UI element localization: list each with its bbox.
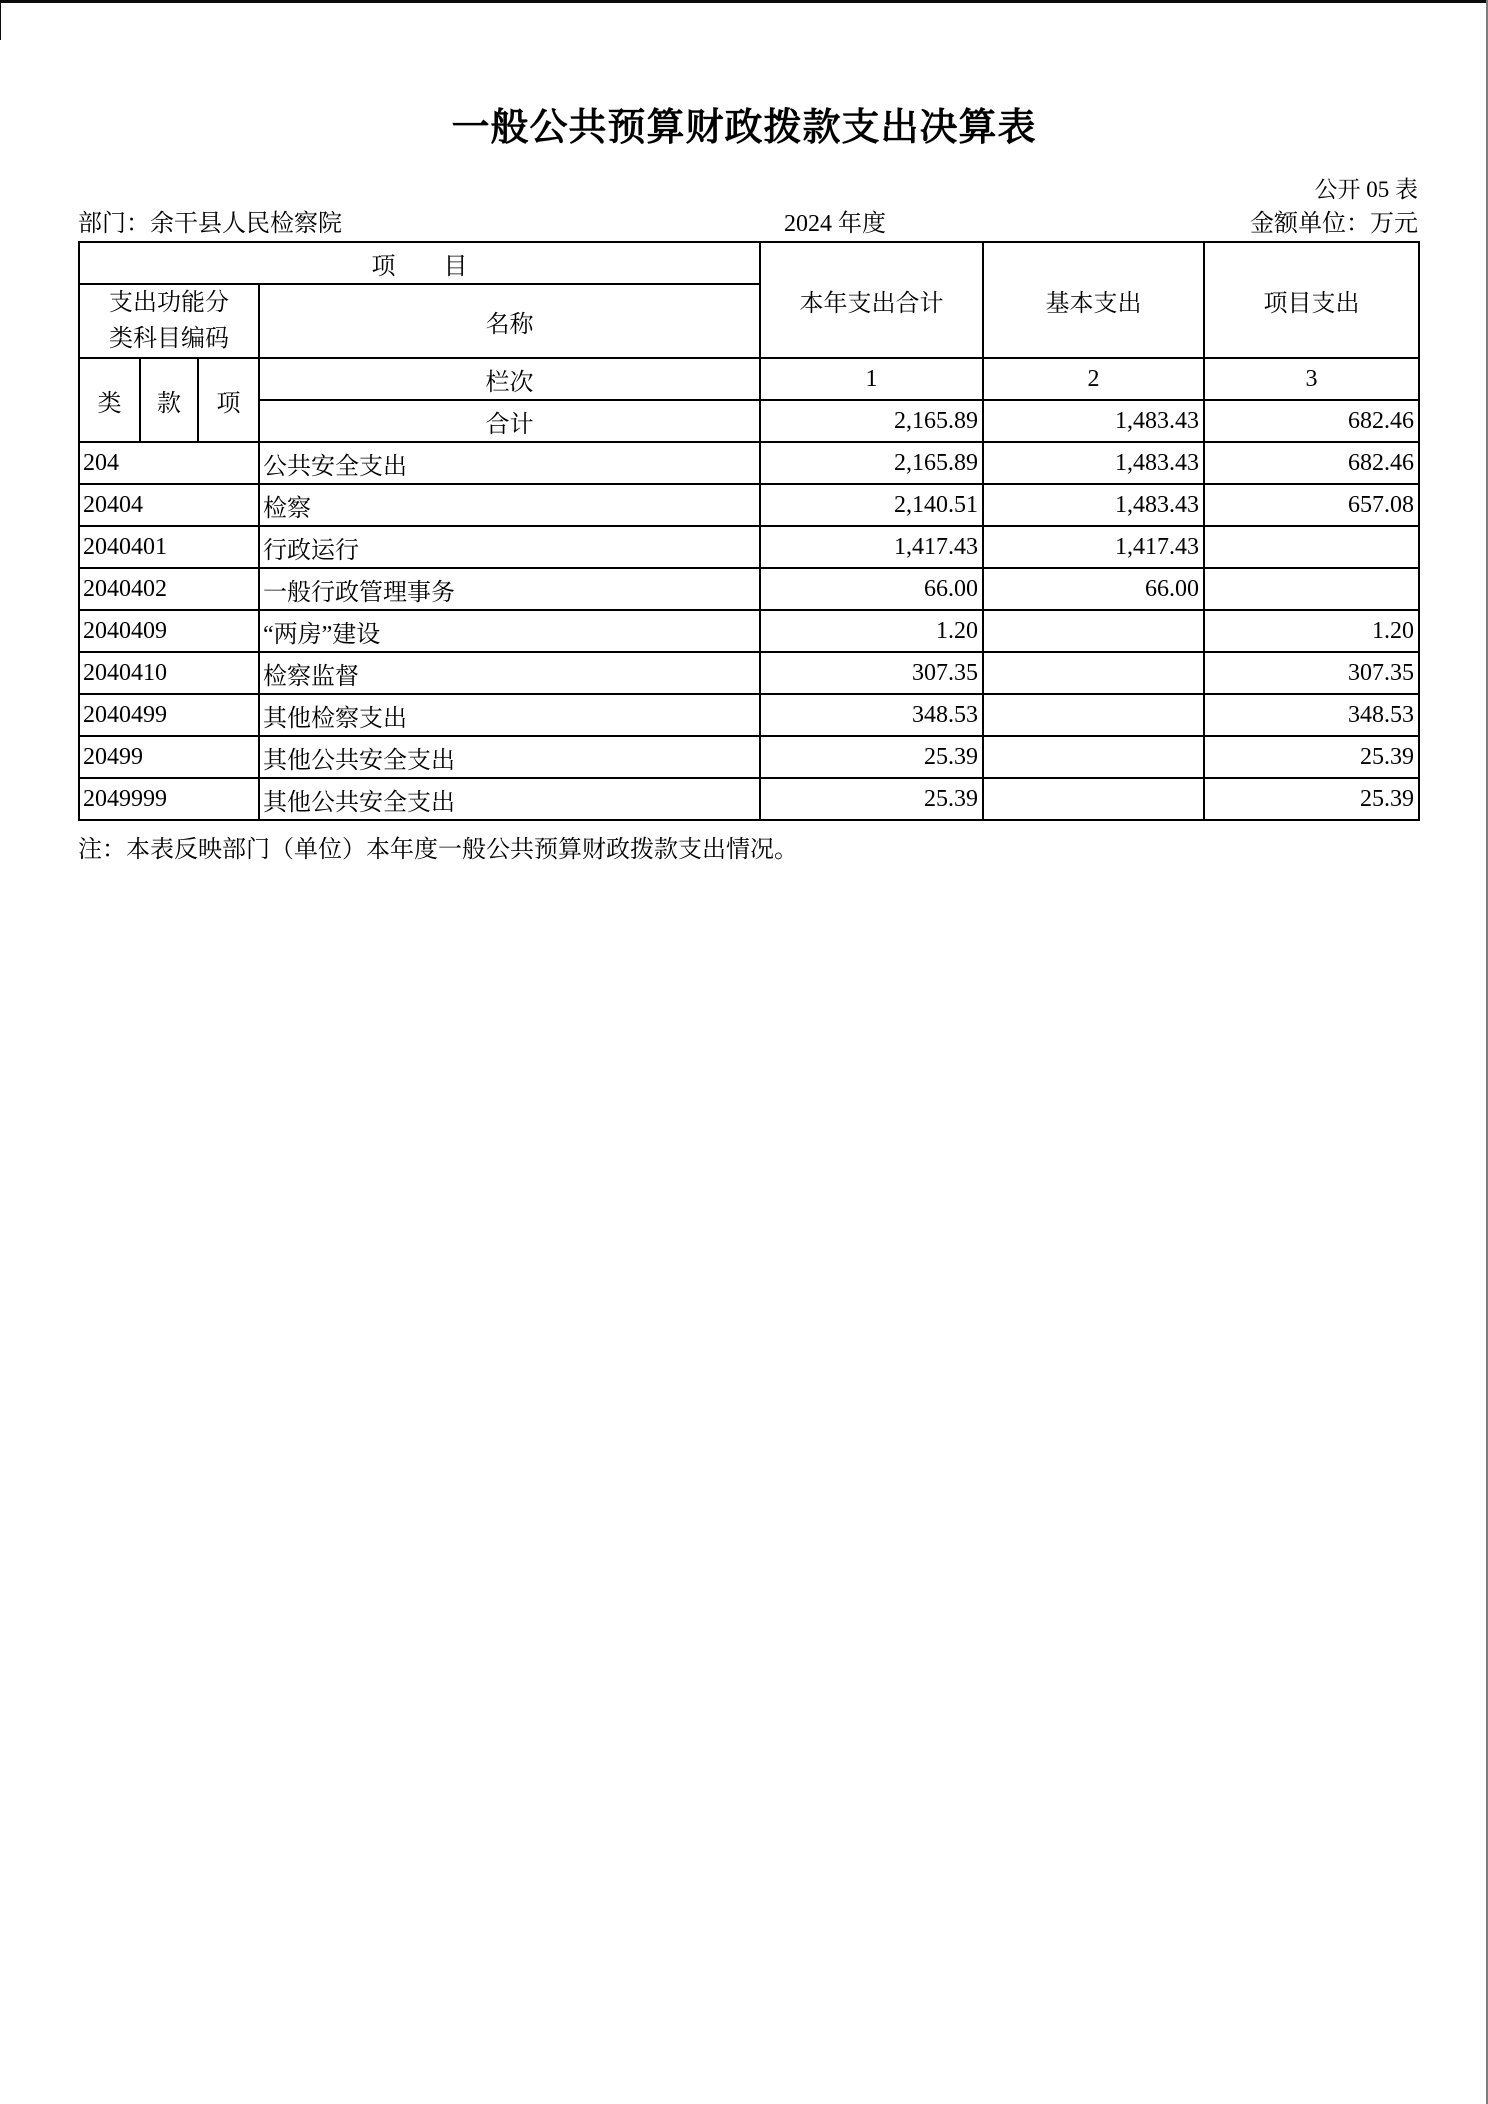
- table-row: [79, 736, 1419, 778]
- row-total: 307.35: [760, 652, 983, 694]
- department-label: 部门：余干县人民检察院: [78, 211, 342, 237]
- row-code: 2040410: [79, 652, 259, 694]
- row-code: 2040402: [79, 568, 259, 610]
- row-name: “两房”建设: [259, 610, 760, 652]
- fiscal-year-label: 2024 年度: [784, 211, 886, 237]
- row-name: 公共安全支出: [259, 442, 760, 484]
- header-col-project-exp: 项目支出: [1204, 242, 1419, 358]
- table-row: [79, 694, 1419, 736]
- row-basic: 1,483.43: [983, 484, 1204, 526]
- page-title: 一般公共预算财政拨款支出决算表: [451, 107, 1037, 149]
- row-code: 2040401: [79, 526, 259, 568]
- scan-edge-left: [0, 0, 1, 40]
- header-name: 名称: [259, 284, 760, 358]
- row-basic: 66.00: [983, 568, 1204, 610]
- row-total: 348.53: [760, 694, 983, 736]
- row-name: 检察监督: [259, 652, 760, 694]
- table-row: [79, 442, 1419, 484]
- header-project-group: 项 目: [79, 242, 760, 284]
- row-project: 657.08: [1204, 484, 1419, 526]
- header-idx-1: 1: [760, 358, 983, 400]
- header-class: 类: [79, 358, 140, 442]
- row-total: 25.39: [760, 778, 983, 820]
- row-basic: [983, 610, 1204, 652]
- row-basic: [983, 652, 1204, 694]
- table-row: [79, 610, 1419, 652]
- row-project: 25.39: [1204, 778, 1419, 820]
- sum-total: 2,165.89: [760, 400, 983, 442]
- row-name: 其他公共安全支出: [259, 736, 760, 778]
- header-func-code: [79, 284, 259, 358]
- sum-label: 合计: [259, 400, 760, 442]
- header-col-total: 本年支出合计: [760, 242, 983, 358]
- table-row: [79, 778, 1419, 820]
- row-code: 2040499: [79, 694, 259, 736]
- row-project: 25.39: [1204, 736, 1419, 778]
- sum-row: [79, 400, 1419, 442]
- row-project: [1204, 526, 1419, 568]
- row-project: 1.20: [1204, 610, 1419, 652]
- budget-table: [78, 241, 1420, 821]
- header-col-index: 栏次: [259, 358, 760, 400]
- header-func-code-line2: 类科目编码: [109, 326, 229, 352]
- row-total: 2,140.51: [760, 484, 983, 526]
- scan-edge-top: [0, 0, 1488, 3]
- header-col-basic: 基本支出: [983, 242, 1204, 358]
- content-area: [78, 175, 1418, 864]
- row-total: 2,165.89: [760, 442, 983, 484]
- row-name: 检察: [259, 484, 760, 526]
- row-basic: [983, 778, 1204, 820]
- header-idx-3: 3: [1204, 358, 1419, 400]
- table-row: [79, 652, 1419, 694]
- row-total: 66.00: [760, 568, 983, 610]
- header-idx-2: 2: [983, 358, 1204, 400]
- header-func-code-line1: 支出功能分: [109, 290, 229, 316]
- row-code: 20404: [79, 484, 259, 526]
- row-basic: [983, 694, 1204, 736]
- row-project: 307.35: [1204, 652, 1419, 694]
- row-total: 25.39: [760, 736, 983, 778]
- row-total: 1,417.43: [760, 526, 983, 568]
- table-body: [79, 442, 1419, 820]
- sum-basic: 1,483.43: [983, 400, 1204, 442]
- header-row-project: [79, 242, 1419, 284]
- header-row-index: [79, 358, 1419, 400]
- amount-unit-label: 金额单位：万元: [1250, 211, 1418, 237]
- row-code: 20499: [79, 736, 259, 778]
- row-basic: [983, 736, 1204, 778]
- row-name: 其他检察支出: [259, 694, 760, 736]
- table-row: [79, 568, 1419, 610]
- table-row: [79, 526, 1419, 568]
- table-row: [79, 484, 1419, 526]
- row-project: [1204, 568, 1419, 610]
- row-code: 204: [79, 442, 259, 484]
- row-total: 1.20: [760, 610, 983, 652]
- meta-row: [78, 205, 1418, 241]
- row-name: 行政运行: [259, 526, 760, 568]
- row-basic: 1,417.43: [983, 526, 1204, 568]
- row-project: 682.46: [1204, 442, 1419, 484]
- row-basic: 1,483.43: [983, 442, 1204, 484]
- row-project: 348.53: [1204, 694, 1419, 736]
- row-code: 2049999: [79, 778, 259, 820]
- row-name: 其他公共安全支出: [259, 778, 760, 820]
- footnote: 注：本表反映部门（单位）本年度一般公共预算财政拨款支出情况。: [78, 837, 798, 863]
- header-section: 款: [140, 358, 198, 442]
- row-name: 一般行政管理事务: [259, 568, 760, 610]
- sum-project: 682.46: [1204, 400, 1419, 442]
- public-table-code: 公开 05 表: [1314, 177, 1418, 202]
- header-item: 项: [198, 358, 259, 442]
- row-code: 2040409: [79, 610, 259, 652]
